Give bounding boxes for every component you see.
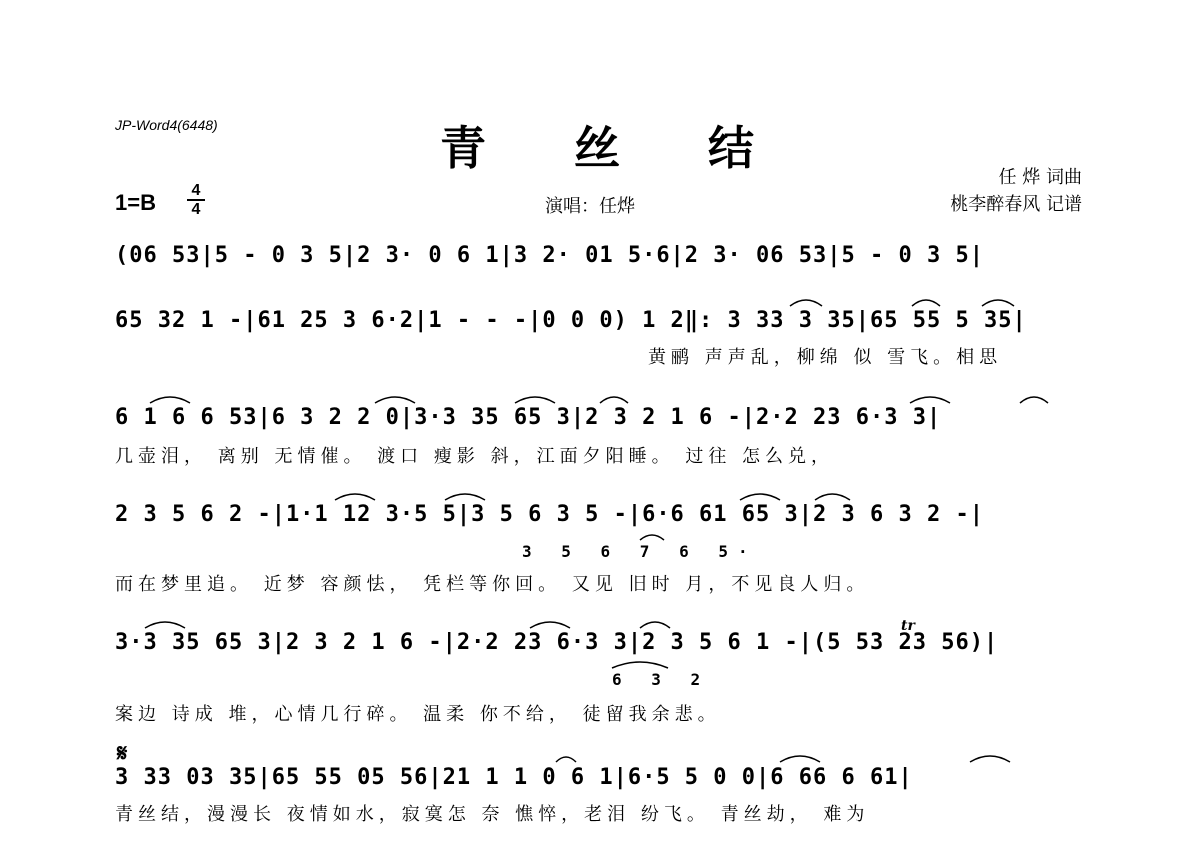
slur-mark — [600, 397, 628, 403]
notation-line-4: 2 3 5 6 2 -|1·1 12 3·5 5|3 5 6 3 5 -|6·6 61 65 3|2 3 6 3 2 -| — [115, 502, 984, 527]
notation-line-5: 3·3 35 65 3|2 3 2 1 6 -|2·2 23 6·3 3|2 3 5 6 1 -|(5 53 23 56)| — [115, 630, 999, 655]
time-signature-top: 4 — [191, 182, 201, 199]
notation-line-3: 6 1 6 6 53|6 3 2 2 0|3·3 35 65 3|2 3 2 1 6 -|2·2 23 6·3 3| — [115, 405, 942, 430]
slur-mark — [910, 397, 950, 403]
slur-mark — [780, 756, 820, 762]
notation-line-6: 3 33 03 35|65 55 05 56|21 1 1 0 6 1|6·5 5 0 0|6 66 6 61| — [115, 765, 913, 790]
software-version: JP-Word4(6448) — [115, 117, 218, 133]
singer-credit: 演唱：任烨 — [545, 196, 635, 217]
key-signature: 1=B — [115, 190, 156, 215]
slur-mark — [150, 397, 190, 403]
time-signature-bottom: 4 — [191, 201, 201, 218]
slur-mark — [612, 662, 668, 668]
slur-mark — [375, 397, 415, 403]
lyrics-line-4: 而在梦里追。 近梦 容颜怯， 凭栏等你回。 又见 旧时 月，不见良人归。 — [115, 574, 870, 595]
slur-mark — [790, 300, 822, 306]
slur-mark — [970, 756, 1010, 762]
lyrics-line-3: 几壶泪， 离别 无情催。 渡口 瘦影 斜，江面夕阳睡。 过往 怎么兑， — [115, 446, 835, 467]
slur-mark — [640, 535, 664, 540]
trill-mark: tr — [901, 618, 915, 634]
song-title: 青丝结 — [440, 121, 842, 175]
lyricist-composer-credit: 任 烨 词曲 — [998, 167, 1082, 188]
slur-mark — [640, 622, 670, 628]
notation-line-2: 65 32 1 -|61 25 3 6·2|1 - - -|0 0 0) 1 2‖: 3 33 3 35|65 55 5 35| — [115, 308, 1027, 333]
slur-mark — [815, 494, 850, 500]
alternate-notes-line-4: 3 5 6 7 6 5· — [522, 542, 758, 561]
slur-mark — [335, 494, 375, 500]
lyrics-line-5: 案边 诗成 堆，心情几行碎。 温柔 你不给， 徒留我余悲。 — [115, 704, 721, 725]
slur-mark — [556, 757, 576, 762]
slur-mark — [515, 397, 555, 403]
slur-mark — [982, 300, 1014, 306]
slur-mark — [145, 622, 185, 628]
time-signature — [187, 183, 205, 217]
slur-mark — [445, 494, 485, 500]
alternate-notes-line-5: 6 3 2 — [612, 670, 711, 689]
segno-sign: 𝄋 — [117, 738, 128, 767]
notation-line-1: (06 53|5 - 0 3 5|2 3· 0 6 1|3 2· 01 5·6|2 3· 06 53|5 - 0 3 5| — [115, 243, 984, 268]
slur-mark — [740, 494, 780, 500]
slur-mark — [530, 622, 570, 628]
slur-mark — [1020, 397, 1048, 403]
lyrics-line-6: 青丝结，漫漫长 夜情如水，寂寞怎 奈 憔悴，老泪 纷飞。 青丝劫， 难为 — [115, 804, 870, 825]
transcriber-credit: 桃李醉春风 记谱 — [950, 194, 1082, 215]
lyrics-line-2: 黄鹂 声声乱，柳绵 似 雪飞。相思 — [648, 347, 1003, 368]
slur-mark — [912, 300, 940, 306]
